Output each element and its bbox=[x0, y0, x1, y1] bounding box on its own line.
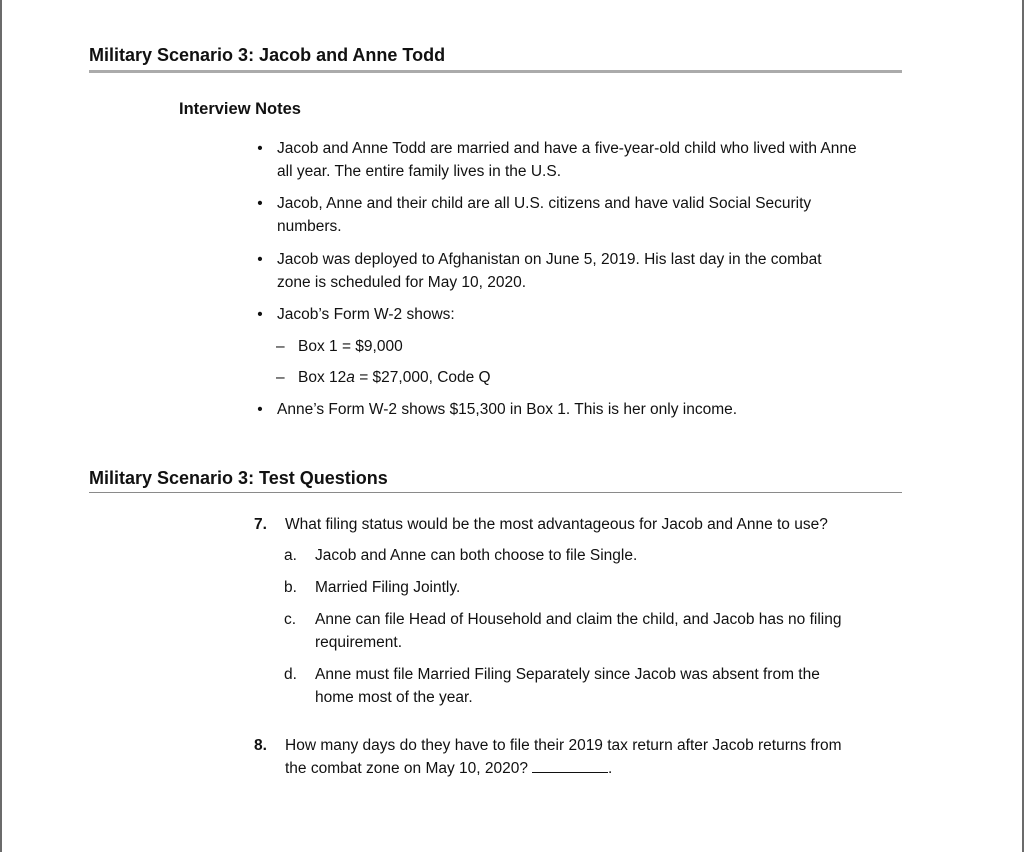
w2-sub-item bbox=[276, 335, 898, 358]
note-line: numbers. bbox=[277, 218, 342, 235]
bullet-icon: • bbox=[257, 251, 263, 268]
note-item bbox=[257, 192, 907, 238]
option-letter: b. bbox=[284, 579, 297, 596]
note-item bbox=[257, 398, 907, 421]
bullet-icon: • bbox=[257, 306, 263, 323]
note-item bbox=[257, 248, 907, 294]
option-text: home most of the year. bbox=[315, 689, 473, 706]
question-7 bbox=[254, 513, 905, 536]
option-text: Anne must file Married Filing Separately since Jacob was absent from the bbox=[315, 666, 820, 683]
question-text: How many days do they have to file their 2019 tax return after Jacob returns from bbox=[285, 737, 842, 754]
note-line: Jacob, Anne and their child are all U.S. citizens and have valid Social Security bbox=[277, 195, 812, 212]
note-item bbox=[257, 137, 907, 183]
question-text-line-2 bbox=[285, 757, 905, 780]
question-trailing: . bbox=[608, 760, 613, 777]
dash-icon: – bbox=[276, 369, 285, 386]
option-text: Married Filing Jointly. bbox=[315, 579, 461, 596]
option-letter: a. bbox=[284, 547, 297, 564]
question-8 bbox=[254, 734, 905, 780]
sub-item-text: Box 1 = $9,000 bbox=[298, 338, 403, 355]
option-text: Jacob and Anne can both choose to file Single. bbox=[315, 547, 638, 564]
option-text: requirement. bbox=[315, 634, 403, 651]
note-line: zone is scheduled for May 10, 2020. bbox=[277, 274, 527, 291]
w2-sub-item bbox=[276, 366, 898, 389]
option-b bbox=[284, 576, 905, 599]
scenario-title: Military Scenario 3: Jacob and Anne Todd bbox=[89, 45, 446, 65]
note-line: Jacob was deployed to Afghanistan on June 5, 2019. His last day in the combat bbox=[277, 251, 822, 268]
bullet-icon: • bbox=[257, 195, 263, 212]
sub-item-text: Box 12 bbox=[298, 369, 347, 386]
question-text: What filing status would be the most advantageous for Jacob and Anne to use? bbox=[285, 516, 828, 533]
scenario-title-rule bbox=[89, 70, 902, 73]
dash-icon: – bbox=[276, 338, 285, 355]
answer-blank[interactable] bbox=[532, 758, 608, 773]
interview-notes-heading: Interview Notes bbox=[179, 100, 301, 118]
option-text: Anne can file Head of Household and claim the child, and Jacob has no filing bbox=[315, 611, 842, 628]
note-line: all year. The entire family lives in the U.S. bbox=[277, 163, 562, 180]
option-d bbox=[284, 663, 905, 709]
sub-item-suffix: = $27,000, Code Q bbox=[354, 369, 491, 386]
option-a bbox=[284, 544, 905, 567]
question-text: the combat zone on May 10, 2020? bbox=[285, 760, 528, 777]
sub-item-italic: a bbox=[346, 369, 355, 386]
note-line: Jacob’s Form W-2 shows: bbox=[277, 306, 455, 323]
test-questions-title: Military Scenario 3: Test Questions bbox=[89, 468, 388, 488]
question-number: 8. bbox=[254, 737, 267, 754]
bullet-icon: • bbox=[257, 140, 263, 157]
option-c bbox=[284, 608, 905, 654]
option-letter: d. bbox=[284, 666, 297, 683]
note-line: Anne’s Form W-2 shows $15,300 in Box 1. This is her only income. bbox=[277, 401, 738, 418]
note-line: Jacob and Anne Todd are married and have a five-year-old child who lived with Anne bbox=[277, 140, 857, 157]
bullet-icon: • bbox=[257, 401, 263, 418]
page-border-left bbox=[0, 0, 2, 852]
test-questions-rule bbox=[89, 492, 902, 493]
question-number: 7. bbox=[254, 516, 267, 533]
option-letter: c. bbox=[284, 611, 297, 628]
note-item bbox=[257, 303, 907, 326]
